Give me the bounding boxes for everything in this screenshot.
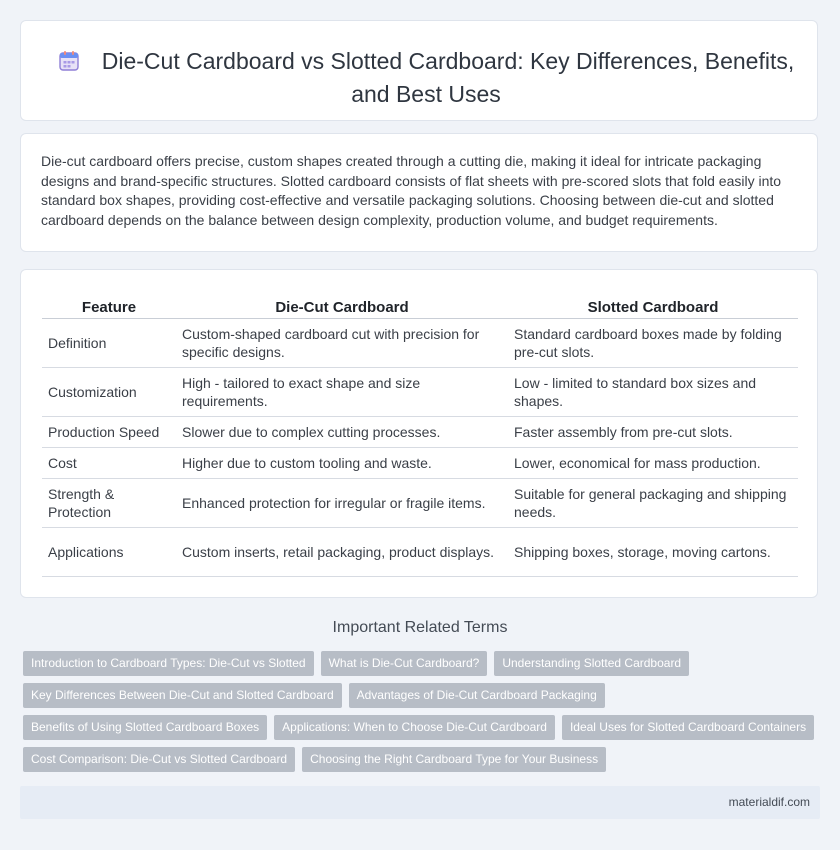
table-cell-slotted: Faster assembly from pre-cut slots. bbox=[508, 417, 798, 448]
table-header-row bbox=[42, 297, 798, 319]
intro-card bbox=[20, 133, 818, 252]
table-row bbox=[42, 417, 798, 448]
table-row bbox=[42, 319, 798, 368]
table-cell-slotted: Shipping boxes, storage, moving cartons. bbox=[508, 528, 798, 577]
tag-row bbox=[23, 747, 823, 772]
tag-row bbox=[23, 715, 823, 740]
table-cell-slotted: Low - limited to standard box sizes and shapes. bbox=[508, 368, 798, 417]
related-term-tag[interactable]: Understanding Slotted Cardboard bbox=[494, 651, 689, 676]
table-cell-die-cut: Slower due to complex cutting processes. bbox=[176, 417, 508, 448]
related-term-tag[interactable]: Introduction to Cardboard Types: Die-Cut vs Slotted bbox=[23, 651, 314, 676]
table-cell-feature: Definition bbox=[42, 319, 176, 368]
related-term-tag[interactable]: What is Die-Cut Cardboard? bbox=[321, 651, 488, 676]
table-cell-die-cut: Higher due to custom tooling and waste. bbox=[176, 448, 508, 479]
tag-row bbox=[23, 651, 823, 676]
related-term-tag[interactable]: Benefits of Using Slotted Cardboard Boxes bbox=[23, 715, 267, 740]
table-cell-feature: Customization bbox=[42, 368, 176, 417]
table-row bbox=[42, 448, 798, 479]
table-row bbox=[42, 479, 798, 528]
table-row bbox=[42, 528, 798, 577]
tag-row bbox=[23, 683, 823, 708]
related-term-tag[interactable]: Cost Comparison: Die-Cut vs Slotted Cardboard bbox=[23, 747, 295, 772]
header-feature: Feature bbox=[42, 297, 176, 319]
title-card bbox=[20, 20, 818, 121]
page-title-text: Die-Cut Cardboard vs Slotted Cardboard: Key Differences, Benefits, and Best Uses bbox=[101, 48, 795, 107]
related-terms-title: Important Related Terms bbox=[332, 619, 508, 636]
table-cell-feature: Production Speed bbox=[42, 417, 176, 448]
related-term-tag[interactable]: Choosing the Right Cardboard Type for Your Business bbox=[302, 747, 606, 772]
comparison-card bbox=[20, 269, 818, 598]
page-title-wrap bbox=[51, 45, 801, 111]
table-cell-die-cut: High - tailored to exact shape and size requirements. bbox=[176, 368, 508, 417]
table-cell-feature: Strength & Protection bbox=[42, 479, 176, 528]
footer-site-link[interactable]: materialdif.com bbox=[728, 795, 810, 809]
footer bbox=[20, 786, 820, 819]
table-row bbox=[42, 368, 798, 417]
intro-paragraph: Die-cut cardboard offers precise, custom shapes created through a cutting die, making it ideal for intricate packaging designs and brand-specific structures. Slotted cardboard consists of flat sheets with pre-scored slots that fold easily into standard box shapes, providing cost-effective and versatile packaging solutions. Choosing between die-cut and slotted cardboard depends on the balance between design complexity, production volume, and budget requirements. bbox=[41, 153, 782, 228]
related-term-tag[interactable]: Advantages of Die-Cut Cardboard Packaging bbox=[349, 683, 605, 708]
related-term-tag[interactable]: Ideal Uses for Slotted Cardboard Containers bbox=[562, 715, 814, 740]
table-cell-slotted: Lower, economical for mass production. bbox=[508, 448, 798, 479]
table-cell-die-cut: Custom-shaped cardboard cut with precision for specific designs. bbox=[176, 319, 508, 368]
table-cell-feature: Cost bbox=[42, 448, 176, 479]
page-title bbox=[58, 48, 794, 107]
related-terms-list bbox=[23, 651, 823, 779]
table-cell-die-cut: Custom inserts, retail packaging, product displays. bbox=[176, 528, 508, 577]
calendar-icon bbox=[58, 48, 80, 70]
header-die-cut: Die-Cut Cardboard bbox=[176, 297, 508, 319]
table-cell-feature: Applications bbox=[42, 528, 176, 577]
related-term-tag[interactable]: Key Differences Between Die-Cut and Slotted Cardboard bbox=[23, 683, 342, 708]
related-term-tag[interactable]: Applications: When to Choose Die-Cut Cardboard bbox=[274, 715, 555, 740]
comparison-table bbox=[42, 297, 798, 577]
table-cell-slotted: Suitable for general packaging and shipping needs. bbox=[508, 479, 798, 528]
table-cell-die-cut: Enhanced protection for irregular or fragile items. bbox=[176, 479, 508, 528]
header-slotted: Slotted Cardboard bbox=[508, 297, 798, 319]
table-cell-slotted: Standard cardboard boxes made by folding pre-cut slots. bbox=[508, 319, 798, 368]
